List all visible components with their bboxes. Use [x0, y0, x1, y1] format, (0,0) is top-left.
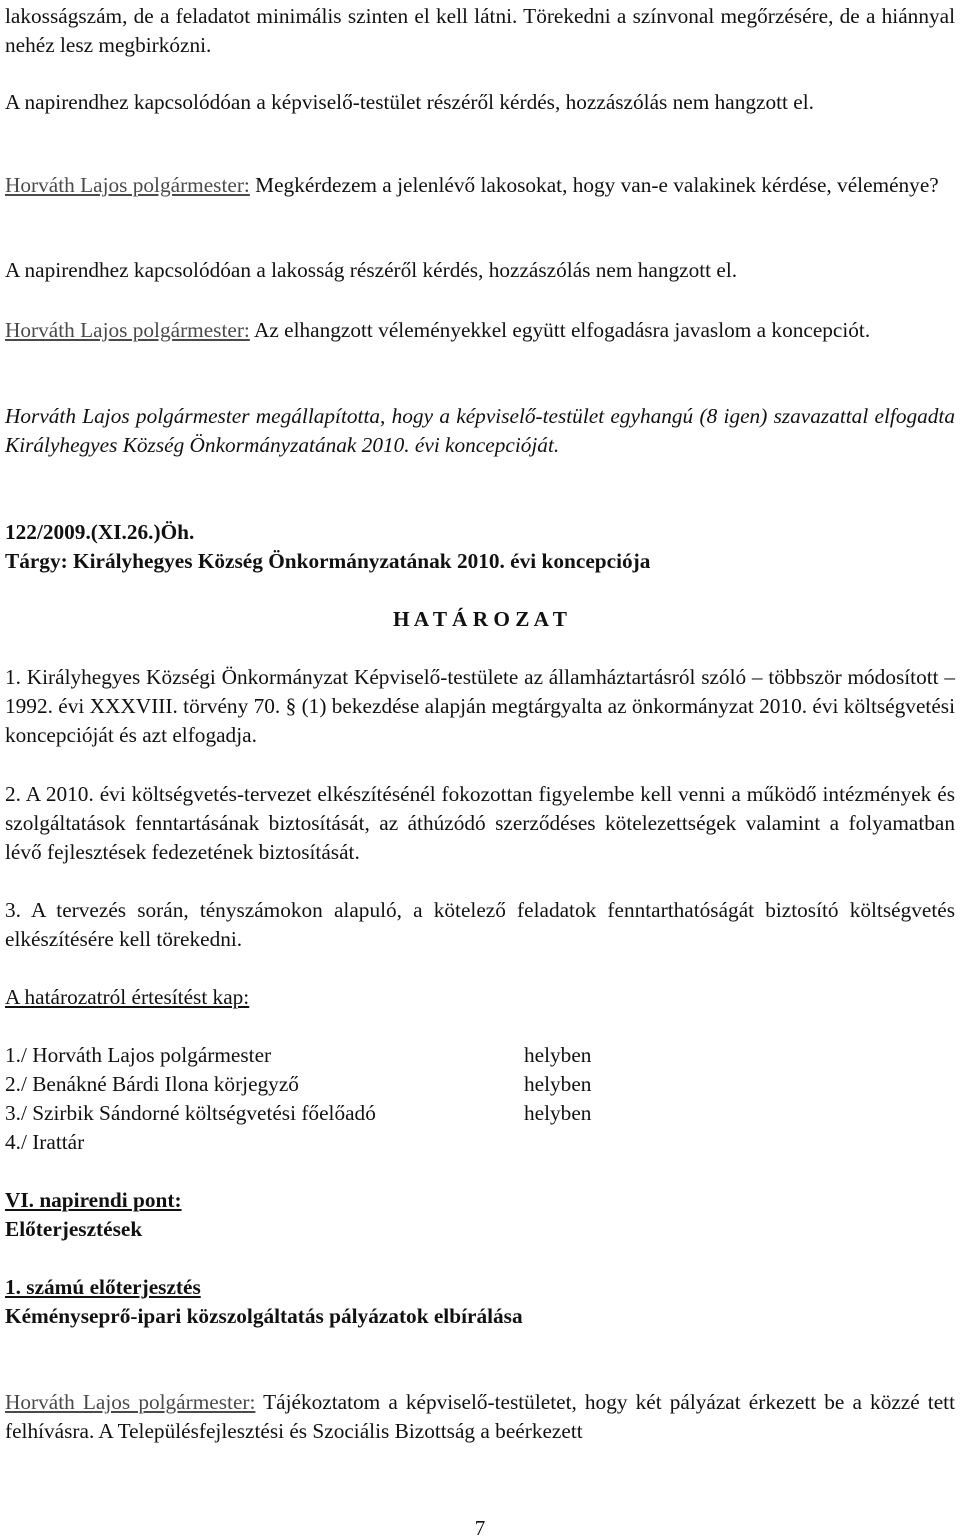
paragraph-intro: lakosságszám, de a feladatot minimális szinten el kell látni. Törekedni a színvonal megőrzésére, de a hiánnyal nehéz lesz megbirkózni.	[5, 4, 955, 57]
paragraph-no-questions-council: A napirendhez kapcsolódóan a képviselő-testület részéről kérdés, hozzászólás nem hangzott el.	[5, 90, 814, 114]
speaker-text: Az elhangzott véleményekkel együtt elfogadásra javaslom a koncepciót.	[249, 318, 871, 342]
recipient-name: 2./ Benákné Bárdi Ilona körjegyző	[5, 1072, 299, 1096]
speaker-name: Horváth Lajos polgármester:	[5, 1390, 256, 1414]
recipient-place: helyben	[524, 1101, 592, 1125]
recipient-row	[5, 1128, 84, 1157]
recipient-name: 4./ Irattár	[5, 1130, 85, 1154]
recipient-row	[5, 1041, 592, 1070]
resolution-subject: Tárgy: Királyhegyes Község Önkormányzatának 2010. évi koncepciója	[5, 549, 651, 573]
agenda-subtitle: Előterjesztések	[5, 1217, 143, 1241]
resolution-item-3: 3. A tervezés során, tényszámokon alapuló, a kötelező feladatok fenntarthatóságát biztosító költségvetés elkészítésére kell törekedni.	[5, 898, 955, 951]
proposal-title: 1. számú előterjesztés	[5, 1275, 201, 1299]
resolution-item-1: 1. Királyhegyes Községi Önkormányzat Képviselő-testülete az államháztartásról szóló – többször módosított – 1992. évi XXXVIII. törvény 70. § (1) bekezdése alapján megtárgyalta az önkormányzat 2010. évi költségvetési koncepcióját és azt elfogadja.	[5, 665, 955, 747]
resolution-item-2: 2. A 2010. évi költségvetés-tervezet elkészítésénél fokozottan figyelembe kell venni a működő intézmények és szolgáltatások fenntartásának biztosítását, az áthúzódó szerződéses kötelezettségek valamint a folyamatban lévő fejlesztések fedezetének biztosítását.	[5, 782, 955, 864]
proposal-subject: Kéményseprő-ipari közszolgáltatás pályázatok elbírálása	[5, 1304, 523, 1328]
speaker-text: Tájékoztatom a képviselő-testületet, hogy két pályázat érkezett be a közzé tett felhívásra. A Településfejlesztési és Szociális Bizottság a beérkezett	[5, 1390, 956, 1443]
speaker-text: Megkérdezem a jelenlévő lakosokat, hogy van-e valakinek kérdése, véleménye?	[249, 173, 939, 197]
recipient-name: 3./ Szirbik Sándorné költségvetési főelőadó	[5, 1101, 376, 1125]
resolution-number: 122/2009.(XI.26.)Öh.	[5, 520, 195, 544]
notify-label: A határozatról értesítést kap:	[5, 985, 250, 1009]
agenda-title: VI. napirendi pont:	[5, 1188, 182, 1212]
paragraph-mayor-question	[5, 171, 955, 200]
speaker-name: Horváth Lajos polgármester:	[5, 318, 250, 342]
resolution-heading: H A T Á R O Z A T	[392, 607, 567, 631]
page-number: 7	[474, 1516, 486, 1540]
recipient-name: 1./ Horváth Lajos polgármester	[5, 1043, 272, 1067]
speaker-name: Horváth Lajos polgármester:	[5, 173, 250, 197]
paragraph-mayor-info	[5, 1388, 955, 1446]
recipient-row	[5, 1099, 592, 1128]
paragraph-no-questions-public: A napirendhez kapcsolódóan a lakosság részéről kérdés, hozzászólás nem hangzott el.	[5, 258, 738, 282]
recipient-row	[5, 1070, 592, 1099]
recipient-place: helyben	[524, 1043, 592, 1067]
paragraph-mayor-proposal	[5, 316, 955, 345]
recipient-place: helyben	[524, 1072, 592, 1096]
paragraph-vote-result: Horváth Lajos polgármester megállapította, hogy a képviselő-testület egyhangú (8 igen) szavazattal elfogadta Királyhegyes Község Önkormányzatának 2010. évi koncepcióját.	[5, 404, 955, 457]
